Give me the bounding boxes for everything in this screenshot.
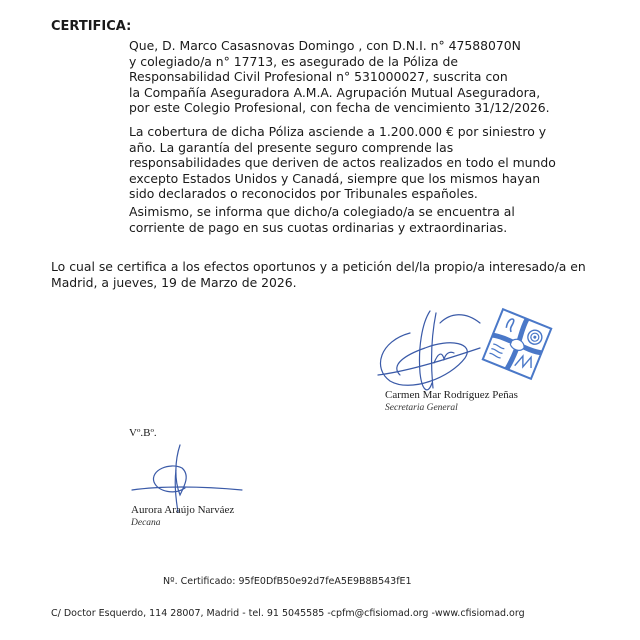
text-line: y colegiado/a n° 17713, es asegurado de la Póliza de	[129, 53, 458, 69]
paragraph-insured	[129, 38, 569, 116]
secretary-role: Secretaria General	[385, 403, 458, 413]
text-line: Lo cual se certifica a los efectos oportunos y a petición del/la propio/a interesado/a en	[51, 259, 586, 274]
certificate-number: Nº. Certificado: 95fE0DfB50e92d7feA5E9B8B543fE1	[163, 576, 412, 587]
text-line: Asimismo, se informa que dicho/a colegiado/a se encuentra al	[129, 204, 515, 219]
text-line: Que, D. Marco Casasnovas Domingo , con D.N.I. n° 47588070N	[129, 38, 521, 53]
dean-role: Decana	[131, 518, 161, 528]
text-line: Madrid, a jueves, 19 de Marzo de 2026.	[51, 274, 297, 290]
vobo-label: Vº.Bº.	[129, 427, 157, 439]
text-line: La cobertura de dicha Póliza asciende a 1.200.000 € por siniestro y	[129, 124, 547, 139]
text-line: por este Colegio Profesional, con fecha de vencimiento 31/12/2026.	[129, 100, 550, 116]
secretary-name: Carmen Mar Rodríguez Peñas	[385, 389, 518, 401]
college-logo-icon	[477, 303, 557, 385]
text-line: sido declarados o reconocidos por Tribunales españoles.	[129, 186, 478, 202]
paragraph-coverage	[129, 124, 569, 202]
text-line: año. La garantía del presente seguro comprende las	[129, 139, 454, 155]
closing-statement	[51, 259, 611, 290]
footer-contact: C/ Doctor Esquerdo, 114 28007, Madrid - tel. 91 5045585 -cpfm@cfisiomad.org -www.cfisiomad.org	[51, 608, 525, 619]
text-line: responsabilidades que deriven de actos realizados en todo el mundo	[129, 155, 556, 171]
certifica-heading: CERTIFICA:	[51, 19, 132, 34]
text-line: Responsabilidad Civil Profesional n° 531000027, suscrita con	[129, 69, 508, 85]
text-line: corriente de pago en sus cuotas ordinarias y extraordinarias.	[129, 219, 508, 235]
secretary-signature-icon	[370, 303, 485, 398]
text-line: excepto Estados Unidos y Canadá, siempre que los mismos hayan	[129, 170, 541, 186]
paragraph-payment-status	[129, 204, 569, 235]
dean-name: Aurora Araújo Narváez	[131, 504, 235, 516]
text-line: la Compañía Aseguradora A.M.A. Agrupación Mutual Aseguradora,	[129, 84, 541, 100]
